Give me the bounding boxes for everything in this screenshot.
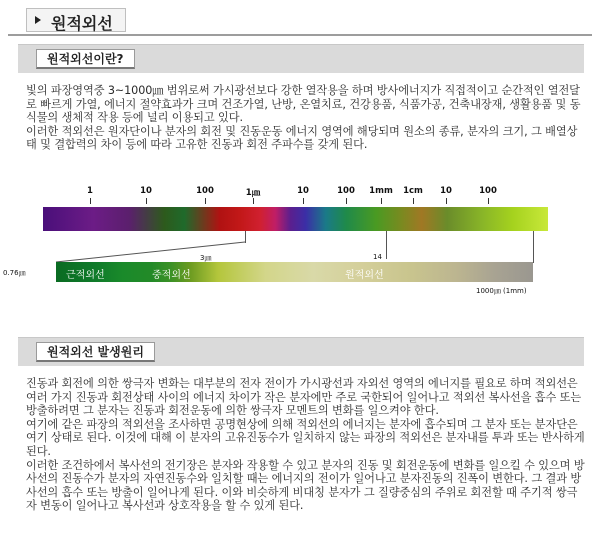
- intro-text: [26, 84, 586, 152]
- tick-mark: [381, 198, 382, 204]
- title-divider: [8, 34, 592, 36]
- principle-text: [26, 377, 586, 513]
- page-title: 원적외선: [51, 14, 113, 33]
- tick-label: 10: [140, 186, 152, 196]
- tick-label: 100: [479, 186, 497, 196]
- tick-mark: [146, 198, 147, 204]
- section-header-principle: [18, 337, 584, 366]
- intro-paragraph-2: 이러한 적외선은 원자단이나 분자의 회전 및 진동운동 에너지 영역에 해당되며 원소의 종류, 분자의 크기, 그 배열상태 및 결합력의 차이 등에 따라 고유한 진동과 회전 주파수를 갖게 된다.: [26, 124, 578, 152]
- marker-3um-label: 3㎛: [200, 254, 212, 262]
- principle-paragraph-1: 진동과 회전에 의한 쌍극자 변화는 대부분의 전자 전이가 가시광선과 자외선 영역의 에너지를 필요로 하며 적외선은 여러 가지 진동과 회전상태 사이의 에너지 차이가 작은 분자에만 주로 국한되어 일어나고 적외선 복사선을 흡수 또는 방출하려면 그 분자는 진동과 회전운동에 의한 쌍극자 모멘트의 변화를 일으켜야 한다.: [26, 377, 582, 418]
- page-title-box: [26, 8, 126, 32]
- triangle-bullet-icon: [35, 16, 41, 24]
- zoom-start-label: 0.76㎛: [3, 269, 26, 277]
- tick-label: 1: [87, 186, 93, 196]
- tick-mark: [413, 198, 414, 204]
- near-infrared-label: 근적외선: [66, 270, 105, 281]
- zoom-connector-left: [50, 240, 250, 264]
- zoom-connector-end: [533, 231, 534, 263]
- tick-label: 1㎛: [245, 188, 261, 198]
- tick-mark: [253, 198, 254, 204]
- full-spectrum-bar: [43, 207, 548, 231]
- section-header-what-is: [18, 44, 584, 73]
- far-infrared-label: 원적외선: [345, 270, 384, 281]
- infrared-range-bar: [56, 262, 533, 282]
- tick-label: 100: [196, 186, 214, 196]
- tick-label: 1mm: [369, 186, 393, 196]
- zoom-connector-right: [386, 231, 387, 259]
- tick-mark: [446, 198, 447, 204]
- section-heading: 원적외선이란?: [36, 49, 135, 69]
- tick-label: 10: [440, 186, 452, 196]
- tick-label: 100: [337, 186, 355, 196]
- spectrum-end-label: 1000㎛ (1mm): [476, 287, 527, 295]
- tick-mark: [205, 198, 206, 204]
- tick-mark: [346, 198, 347, 204]
- page-header: [8, 6, 592, 32]
- principle-paragraph-3: 이러한 조건하에서 복사선의 전기장은 분자와 작용할 수 있고 분자의 진동 및 회전운동에 변화를 일으킬 수 있으며 방사선의 진동수가 분자의 자연진동수와 일치할 때는 에너지의 전이가 일어나고 분자진동의 진폭이 변한다. 그 결과 방사선의 흡수 또는 방출이 일어나게 된다. 이와 비슷하게 비대칭 분자가 그 질량중심의 주위로 회전할 때 주기적 쌍극자 변동이 일어나고 복사선과 상호작용을 할 수 있게 된다.: [26, 458, 585, 513]
- principle-paragraph-2: 여기에 같은 파장의 적외선을 조사하면 공명현상에 의해 적외선의 에너지는 분자에 흡수되며 그 분자 또는 분자단은 여기 상태로 된다. 이것에 대해 이 분자의 고유진동수가 일치하지 않는 파장의 적외선은 분자내를 투과 또는 반사하게 된다.: [26, 417, 585, 458]
- section-heading: 원적외선 발생원리: [36, 342, 155, 362]
- tick-mark: [90, 198, 91, 204]
- tick-label: 10: [297, 186, 309, 196]
- tick-mark: [303, 198, 304, 204]
- tick-label: 1cm: [403, 186, 423, 196]
- tick-mark: [488, 198, 489, 204]
- intro-paragraph-1: 빛의 파장영역중 3~1000㎛ 범위로써 가시광선보다 강한 열작용을 하며 방사에너지가 직접적이고 순간적인 열전달로 빠르게 가열, 에너지 절약효과가 크며 건조가열, 난방, 온열치료, 건강용품, 식품가공, 건축내장재, 생활용품 및 동식물의 생체적 작용 등에 널리 이용되고 있다.: [26, 84, 581, 125]
- mid-infrared-label: 중적외선: [152, 270, 191, 281]
- marker-14-label: 14: [373, 253, 382, 261]
